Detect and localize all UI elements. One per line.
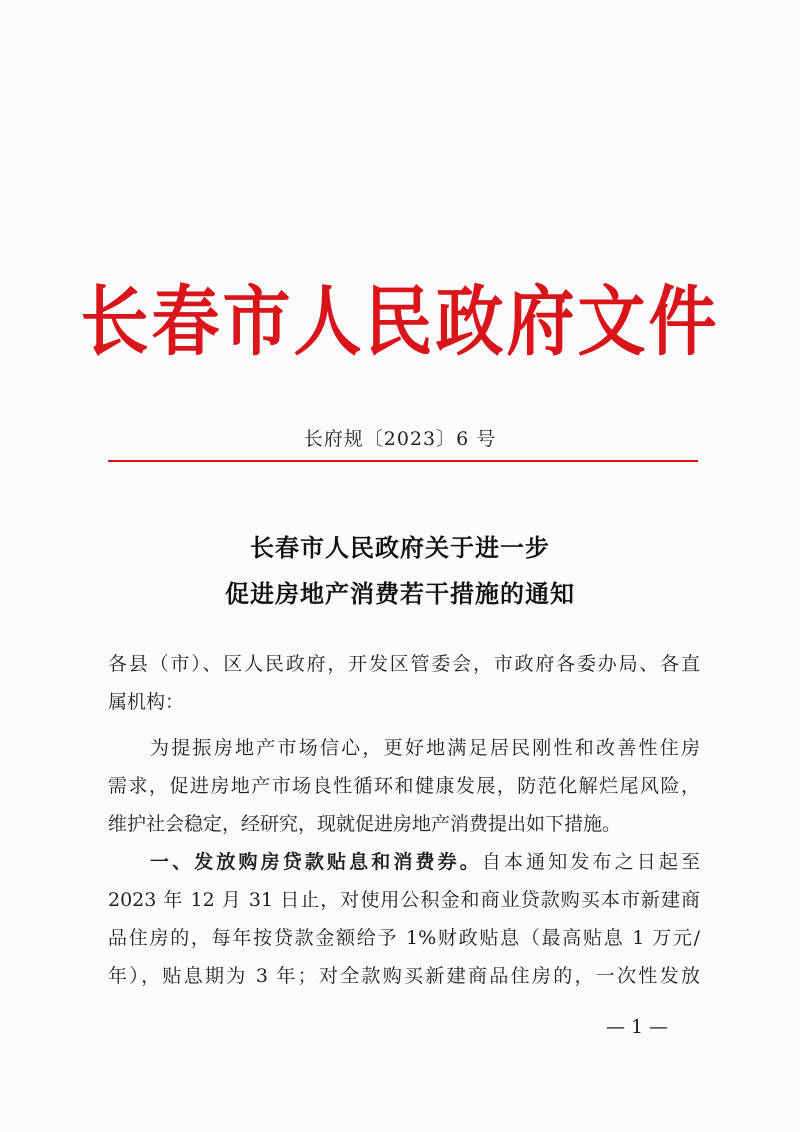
- page-number: — 1 —: [606, 1016, 669, 1038]
- section-1-line-3: 品住房的，每年按贷款金额给予 1%财政贴息（最高贴息 1 万元/: [108, 927, 700, 949]
- issuer-title: 长春市人民政府文件: [80, 278, 720, 368]
- red-divider: [108, 460, 698, 462]
- notice-title-line-2: 促进房地产消费若干措施的通知: [225, 580, 575, 608]
- intro-line-3: 维护社会稳定，经研究，现就促进房地产消费提出如下措施。: [108, 813, 622, 835]
- addressee-line-2: 属机构：: [108, 691, 185, 713]
- addressee-line-1: 各县（市）、区人民政府，开发区管委会，市政府各委办局、各直: [108, 653, 700, 675]
- section-1-heading: 一、发放购房贷款贴息和消费券。: [150, 851, 482, 873]
- intro-line-2: 需求，促进房地产市场良性循环和健康发展，防范化解烂尾风险，: [108, 775, 700, 797]
- section-1-line-1-text: 自本通知发布之日起至: [481, 851, 700, 873]
- intro-line-1: 为提振房地产市场信心，更好地满足居民刚性和改善性住房: [150, 737, 700, 759]
- notice-title-line-1: 长春市人民政府关于进一步: [250, 534, 550, 562]
- document-number: 长府规〔2023〕6 号: [303, 428, 497, 450]
- section-1-line-2: 2023 年 12 月 31 日止，对使用公积金和商业贷款购买本市新建商: [108, 889, 700, 911]
- section-1-line-4: 年），贴息期为 3 年；对全款购买新建商品住房的，一次性发放: [108, 965, 700, 987]
- section-1-line-1: [150, 850, 700, 874]
